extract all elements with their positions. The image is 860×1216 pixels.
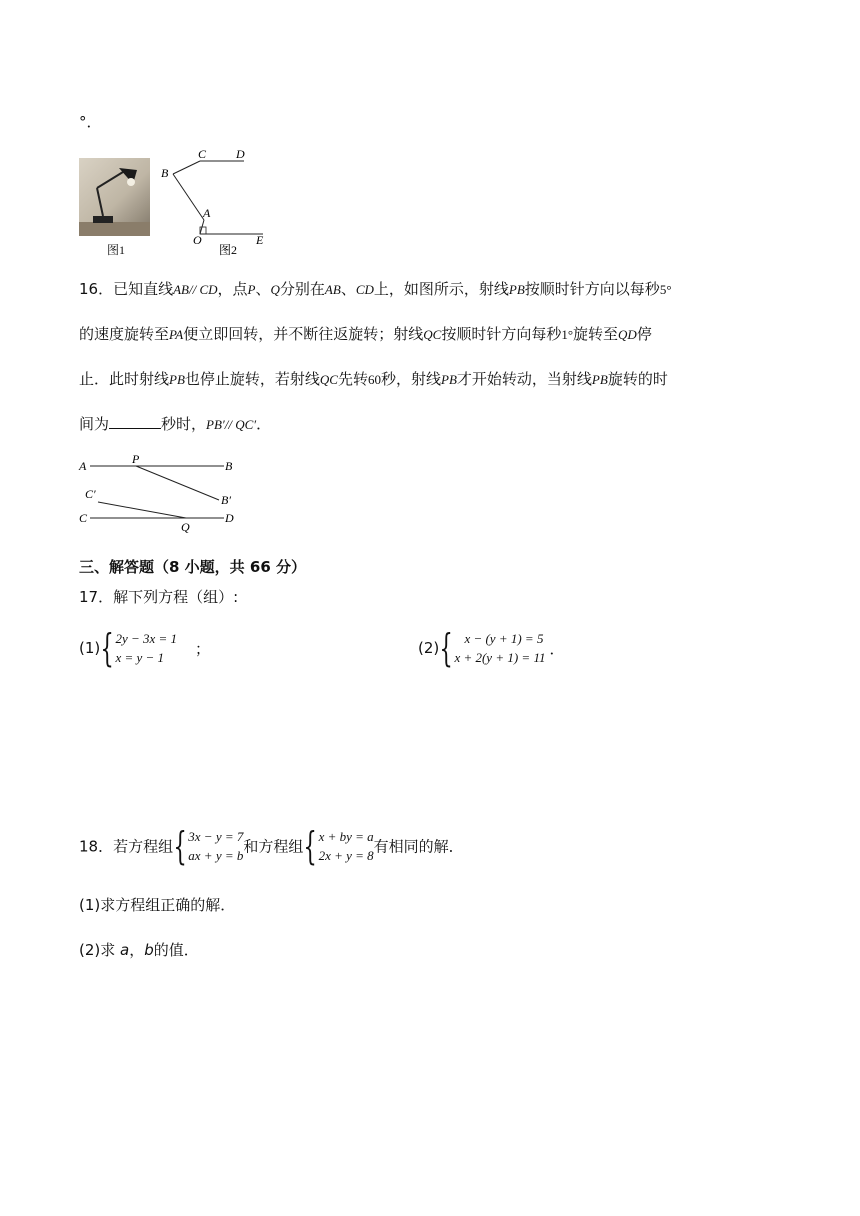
figure-2-caption: 图2 <box>219 243 238 257</box>
answer-blank[interactable] <box>109 414 161 429</box>
label-b-prime: B′ <box>221 493 231 507</box>
q17-part-2: (2) { x − (y + 1) = 5 x + 2(y + 1) = 11 ． <box>418 626 565 670</box>
label-p: P <box>132 452 140 466</box>
label-b: B <box>161 166 169 180</box>
label-d: D <box>236 147 245 161</box>
prev-question-tail: °． <box>79 113 102 131</box>
q16-line-4: 间为 秒时，PB′// QC′． <box>79 415 272 433</box>
label-a: A <box>203 206 211 220</box>
segment-ab <box>173 174 204 220</box>
label-o: O <box>193 233 202 247</box>
q18-stem: 18．若方程组 { 3x − y = 7 ax + y = b 和方程组 { x + by = a 2x + y = 8 有相同的解． <box>79 824 464 868</box>
q16-line-1: 16．已知直线AB// CD，点P、Q分别在AB、CD上，如图所示，射线PB按顺时针方向以每秒5° <box>79 280 672 298</box>
label-e: E <box>256 233 264 247</box>
figure-1-photo <box>79 158 150 236</box>
label-c: C <box>198 147 207 161</box>
lamp-picture <box>79 158 150 236</box>
figure-3-diagram <box>76 452 246 534</box>
figure-2-diagram <box>156 146 274 258</box>
label-a: A <box>79 459 87 473</box>
label-d: D <box>225 511 234 525</box>
label-q: Q <box>181 520 190 534</box>
label-c: C <box>79 511 88 525</box>
q18-sub-1: (1)求方程组正确的解． <box>79 896 236 914</box>
figure-1-caption: 图1 <box>107 243 126 257</box>
ray-pb-prime <box>136 466 219 500</box>
section-heading: 三、解答题（8 小题，共 66 分） <box>79 558 306 576</box>
q16-line-2: 的速度旋转至PA便立即回转，并不断往返旋转；射线QC按顺时针方向每秒1°旋转至QD停 <box>79 325 652 343</box>
segment-bc <box>173 161 200 174</box>
label-b: B <box>225 459 233 473</box>
q17-part-1: (1) { 2y − 3x = 1 x = y − 1 ； <box>79 626 211 670</box>
q18-sub-2: (2)求 a，b的值． <box>79 941 199 959</box>
label-c-prime: C′ <box>85 487 96 501</box>
q16-line-3: 止．此时射线PB也停止旋转，若射线QC先转60秒，射线PB才开始转动，当射线PB旋转的时 <box>79 370 668 388</box>
q17-title: 17．解下列方程（组）: <box>79 588 239 606</box>
ray-qc-prime <box>98 502 186 518</box>
